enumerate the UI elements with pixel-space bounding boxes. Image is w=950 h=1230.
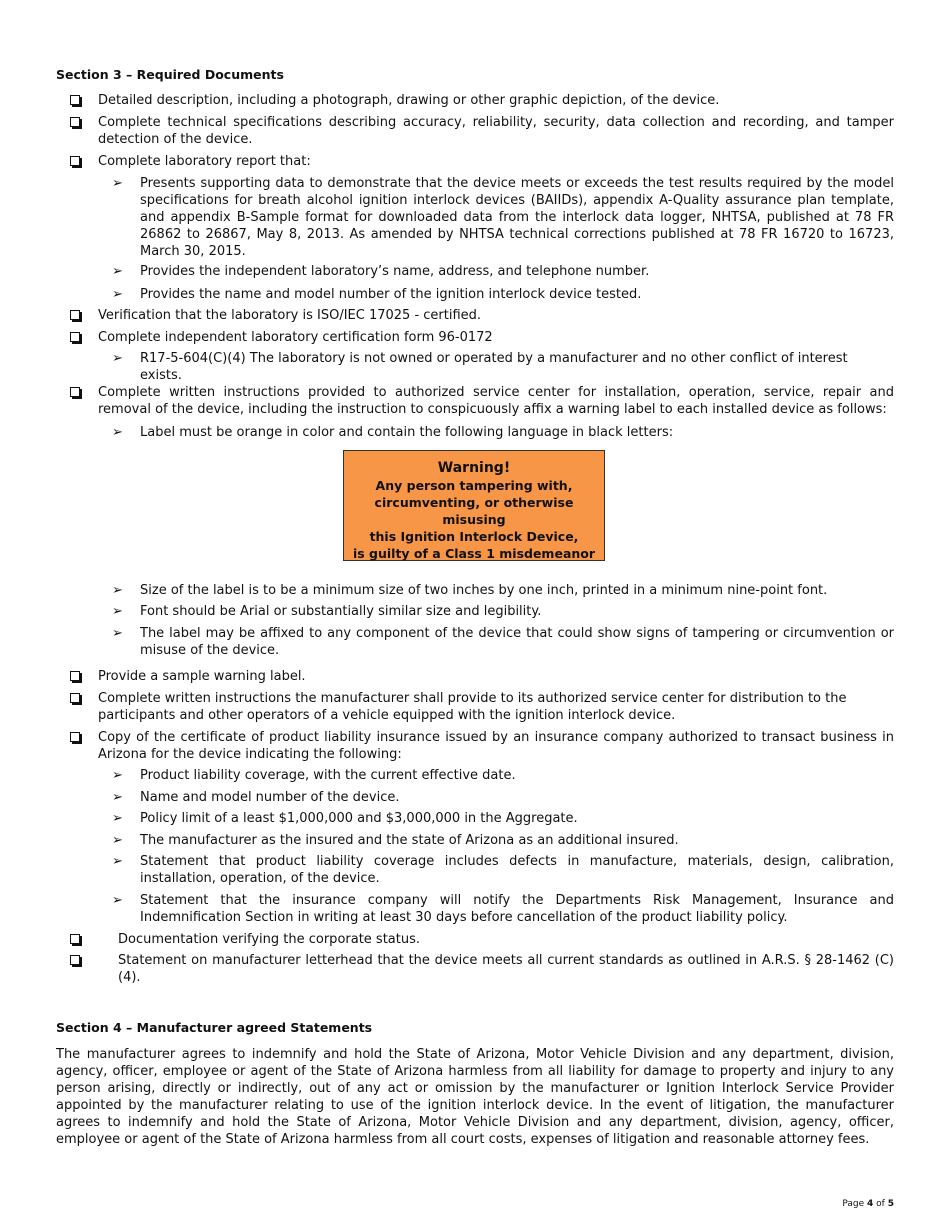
page-number: 4 [867,1199,874,1209]
sub-item: ➢ The manufacturer as the insured and the state of Arizona as an additional insured. [112,833,679,848]
section-4-title: Section 4 – Manufacturer agreed Statements [56,1020,373,1035]
sub-item: ➢ Provides the independent laboratory’s name, address, and telephone number. [112,264,650,279]
section-4-paragraph: The manufacturer agrees to indemnify and hold the State of Arizona, Motor Vehicle Division and any department, division, agency, officer, employee or agent of the State of Arizona harmless from all liability for damage to property and injury to any person arising, directly or indirectly, out of any act or omission by the manufacturer or Ignition Interlock Service Provider appointed by the manufacturer relating to use of the ignition interlock device. In the event of litigation, the manufacturer agrees to indemnify and hold the State of Arizona, Motor Vehicle Division and any department, division, agency, officer, employee or agent of the State of Arizona harmless from all court costs, expenses of litigation and reasonable attorney fees. [56,1047,894,1147]
list-item: Provide a sample warning label. [70,668,894,685]
arrow-bullet-icon: ➢ [112,264,123,279]
list-item: Complete technical specifications describing accuracy, reliability, security, data collection and recording, and tamper detection of the device. [70,114,894,148]
arrow-bullet-icon: ➢ [112,604,123,619]
checkbox-bullet-icon [70,387,80,397]
checkbox-bullet-icon [70,693,80,703]
list-item: Verification that the laboratory is ISO/IEC 17025 - certified. [70,307,894,324]
sub-item: ➢ R17-5-604(C)(4) The laboratory is not owned or operated by a manufacturer and no other conflict of interest exists. [112,351,848,383]
sub-item: ➢ Statement that product liability coverage includes defects in manufacture, materials, design, calibration, installation, operation, of the device. [112,854,894,886]
arrow-bullet-icon: ➢ [112,893,123,908]
checkbox-bullet-icon [70,934,80,944]
list-item: Complete laboratory report that: [70,153,894,170]
sub-item: ➢ Policy limit of a least $1,000,000 and $3,000,000 in the Aggregate. [112,811,578,826]
checkbox-bullet-icon [70,671,80,681]
checkbox-bullet-icon [70,156,80,166]
warning-title: Warning! [437,460,511,476]
arrow-bullet-icon: ➢ [112,833,123,848]
arrow-bullet-icon: ➢ [112,287,123,302]
sub-item: ➢ Font should be Arial or substantially similar size and legibility. [112,604,542,619]
warning-line: is guilty of a Class 1 misdemeanor [352,546,596,561]
checkbox-bullet-icon [70,95,80,105]
sub-item: ➢ Size of the label is to be a minimum size of two inches by one inch, printed in a minimum nine-point font. [112,583,828,598]
arrow-bullet-icon: ➢ [112,854,123,869]
checkbox-bullet-icon [70,117,80,127]
checkbox-bullet-icon [70,955,80,965]
warning-line: this Ignition Interlock Device, [369,529,579,544]
checkbox-bullet-icon [70,310,80,320]
checkbox-bullet-icon [70,732,80,742]
list-item: Statement on manufacturer letterhead that the device meets all current standards as outlined in A.R.S. § 28-1462 (C)(4). [70,952,894,986]
page-footer: Page 4 of 5 [842,1199,894,1209]
arrow-bullet-icon: ➢ [112,811,123,826]
list-item: Complete independent laboratory certification form 96-0172 [70,329,894,346]
warning-line: Any person tampering with, [375,478,573,493]
arrow-bullet-icon: ➢ [112,176,123,191]
arrow-bullet-icon: ➢ [112,790,123,805]
warning-line: circumventing, or otherwise misusing [374,495,574,527]
total-pages: 5 [887,1199,894,1209]
list-item: Complete written instructions provided to authorized service center for installation, operation, service, repair and removal of the device, including the instruction to conspicuously affix a warning label to each installed device as follows: [70,384,894,418]
sub-item: ➢ Provides the name and model number of the ignition interlock device tested. [112,287,642,302]
sub-item: ➢ Name and model number of the device. [112,790,400,805]
arrow-bullet-icon: ➢ [112,583,123,598]
list-item: Copy of the certificate of product liability insurance issued by an insurance company authorized to transact business in Arizona for the device indicating the following: [70,729,894,763]
arrow-bullet-icon: ➢ [112,351,123,366]
sub-item: ➢ Product liability coverage, with the current effective date. [112,768,516,783]
list-item: Detailed description, including a photograph, drawing or other graphic depiction, of the device. [70,92,894,109]
sub-item: ➢ Presents supporting data to demonstrate that the device meets or exceeds the test results required by the model specifications for breath alcohol ignition interlock devices (BAIIDs), appendix A-Quality assurance plan template, and appendix B-Sample format for downloaded data from the interlock data logger, NHTSA, published at 78 FR 26862 to 26867, May 8, 2013. As amended by NHTSA technical corrections published at 78 FR 16720 to 16723, March 30, 2015. [112,176,894,259]
sub-item: ➢ Statement that the insurance company will notify the Departments Risk Management, Insurance and Indemnification Section in writing at least 30 days before cancellation of the product liability policy. [112,893,894,925]
sub-item: ➢ The label may be affixed to any component of the device that could show signs of tampering or circumvention or misuse of the device. [112,626,894,658]
warning-label [343,450,605,561]
arrow-bullet-icon: ➢ [112,768,123,783]
checkbox-bullet-icon [70,332,80,342]
list-item: Complete written instructions the manufacturer shall provide to its authorized service center for distribution to the participants and other operators of a vehicle equipped with the ignition interlock device. [70,690,894,724]
sub-item: ➢ Label must be orange in color and contain the following language in black letters: [112,425,674,440]
arrow-bullet-icon: ➢ [112,425,123,440]
arrow-bullet-icon: ➢ [112,626,123,641]
section-3-title: Section 3 – Required Documents [56,67,284,82]
list-item: Documentation verifying the corporate status. [70,931,894,948]
